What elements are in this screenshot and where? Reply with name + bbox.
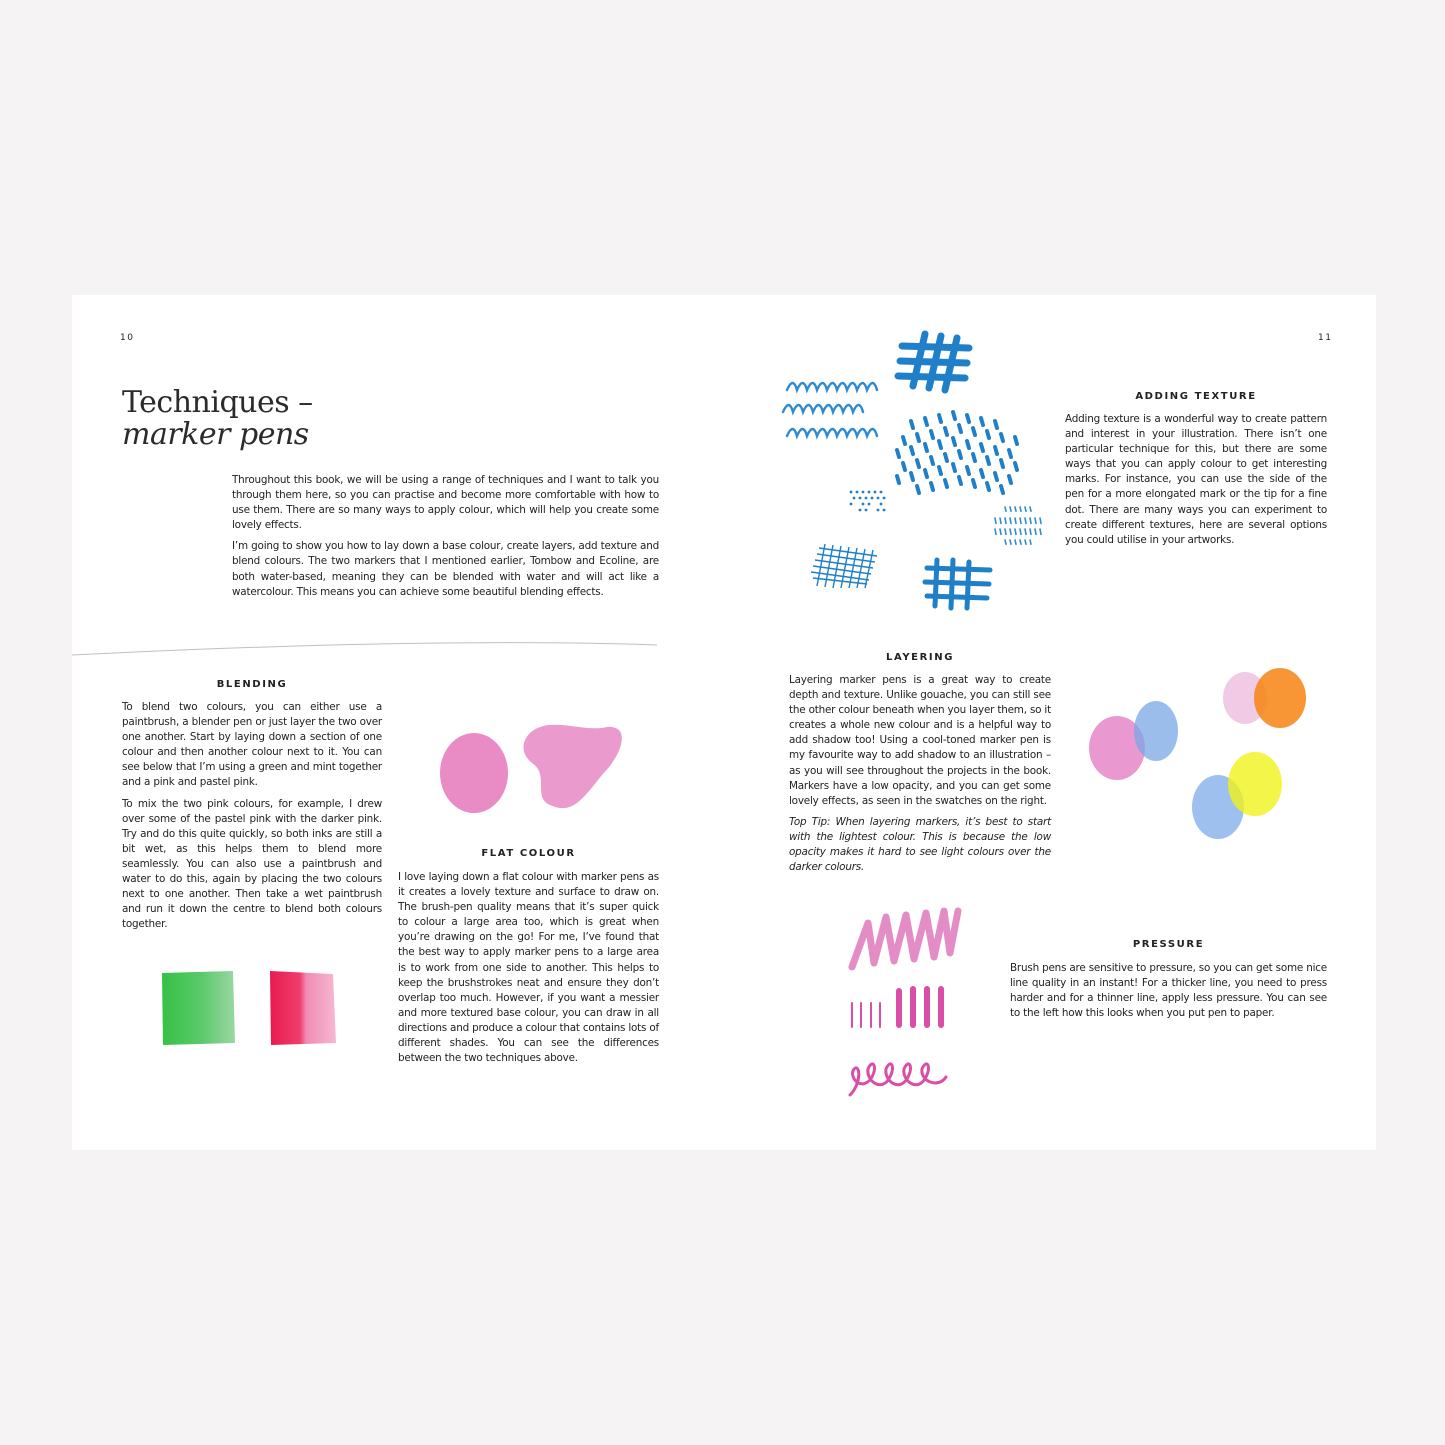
divider-swoosh <box>72 635 662 660</box>
layering-circles-icon <box>1082 665 1322 845</box>
layering-heading: LAYERING <box>885 652 955 663</box>
blending-text <box>122 700 382 938</box>
intro-paragraph-2: I’m going to show you how to lay down a base colour, create layers, add texture and blend colours. The two markers that I mentioned earlier, Tombow and Ecoline, are both water-based, meaning they can be blended with water and will act like a watercolour. This means you can achieve some beautiful blending effects. <box>232 540 659 598</box>
circle-blue <box>1134 701 1178 761</box>
pink-blend-swatch <box>270 971 336 1045</box>
layering-paragraph: Layering marker pens is a great way to create depth and texture. Unlike gouache, you can still see the other colour beneath when you layer them, so it creates a whole new colour and is a helpful way to add shadow too! Using a cool-toned marker pen is my favourite way to add shadow to an illustration – as you will see throughout the projects in the book. Markers have a low opacity, and you can get some lovely effects, as seen in the swatches on the right. <box>789 674 1051 807</box>
pressure-paragraph: Brush pens are sensitive to pressure, so you can get some nice line quality in an instant! For a thicker line, you need to press harder and for a thinner line, apply less pressure. You can see to the left how this looks when you put pen to paper. <box>1010 962 1327 1020</box>
intro-text <box>232 473 659 606</box>
textured-pink-blob <box>524 725 622 808</box>
layering-top-tip: Top Tip: When layering markers, it’s best to start with the lightest colour. This is because the low opacity makes it hard to see light colours over the darker colours. <box>789 815 1051 874</box>
title-line-1: Techniques – <box>122 385 313 420</box>
blending-heading: BLENDING <box>216 679 288 690</box>
flat-colour-text <box>398 870 659 1072</box>
adding-texture-heading: ADDING TEXTURE <box>1135 391 1257 402</box>
flat-colour-paragraph: I love laying down a flat colour with marker pens as it creates a lovely texture and surface to draw on. The brush-pen quality means that it’s super quick to colour a large area too, which is great when you’re drawing on the go! For me, I’ve found that the best way to apply marker pens to a large area is to work from one side to another. This helps to keep the brushstrokes neat and ensure they don’t overlap too much. However, if you want a messier and more textured base colour, you can draw in all directions and produce a colour that contains lots of different shades. You can see the differences between the two techniques above. <box>398 871 659 1065</box>
fine-line-texture <box>995 507 1041 544</box>
title-line-2: marker pens <box>122 417 309 452</box>
circle-yellow <box>1228 752 1282 816</box>
loop-stroke <box>850 1064 946 1095</box>
flat-colour-blobs-icon <box>432 715 632 815</box>
green-blend-swatch <box>162 971 235 1045</box>
texture-marks-icon <box>777 330 1062 620</box>
flat-pink-circle <box>440 733 508 813</box>
book-spread <box>72 295 1376 1150</box>
pressure-text <box>1010 961 1327 1027</box>
intro-paragraph-1: Throughout this book, we will be using a range of techniques and I want to talk you through them here, so you can practise and become more comfortable with how to use them. There are so many ways to apply colour, which will help you create some lovely effects. <box>232 474 659 532</box>
crosshatch-bold <box>925 560 990 608</box>
pressure-strokes-icon <box>842 907 972 1107</box>
blending-paragraph-2: To mix the two pink colours, for example, I drew over some of the pastel pink with the darker pink. Try and do this quite quickly, so both inks are still a bit wet, as this helps them to blend more seamlessly. You can also use a paintbrush and water to do this, again by placing the two colours next to one another. Then take a wet paintbrush and run it down the centre to blend both colours together. <box>122 797 382 931</box>
blending-paragraph-1: To blend two colours, you can either use a paintbrush, a blender pen or just layer the two over one another. Start by laying down a section of one colour and then another colour next to it. You can see below that I’m using a green and mint together and a pink and pastel pink. <box>122 701 382 789</box>
page-title <box>122 387 313 451</box>
layering-text <box>789 673 1051 881</box>
zigzag-stroke <box>852 911 958 967</box>
page-number-left: 10 <box>120 333 135 343</box>
flat-colour-heading: FLAT COLOUR <box>481 848 576 859</box>
circle-orange <box>1254 668 1306 728</box>
pressure-bars <box>852 989 941 1027</box>
blending-swatches-icon <box>157 965 342 1055</box>
pressure-heading: PRESSURE <box>1132 939 1205 950</box>
adding-texture-paragraph: Adding texture is a wonderful way to create pattern and interest in your illustration. There isn’t one particular technique for this, but there are some ways that you can apply colour to get interesting marks. For instance, you can use the side of the pen for a more elongated mark or the tip for a fine dot. There are many ways you can experiment to create different textures, here are several options you could utilise in your artworks. <box>1065 413 1327 546</box>
crosshatch-small <box>811 544 877 588</box>
dash-texture <box>897 412 1017 493</box>
dot-texture <box>850 491 886 512</box>
page-number-right: 11 <box>1318 333 1333 343</box>
adding-texture-text <box>1065 412 1327 554</box>
